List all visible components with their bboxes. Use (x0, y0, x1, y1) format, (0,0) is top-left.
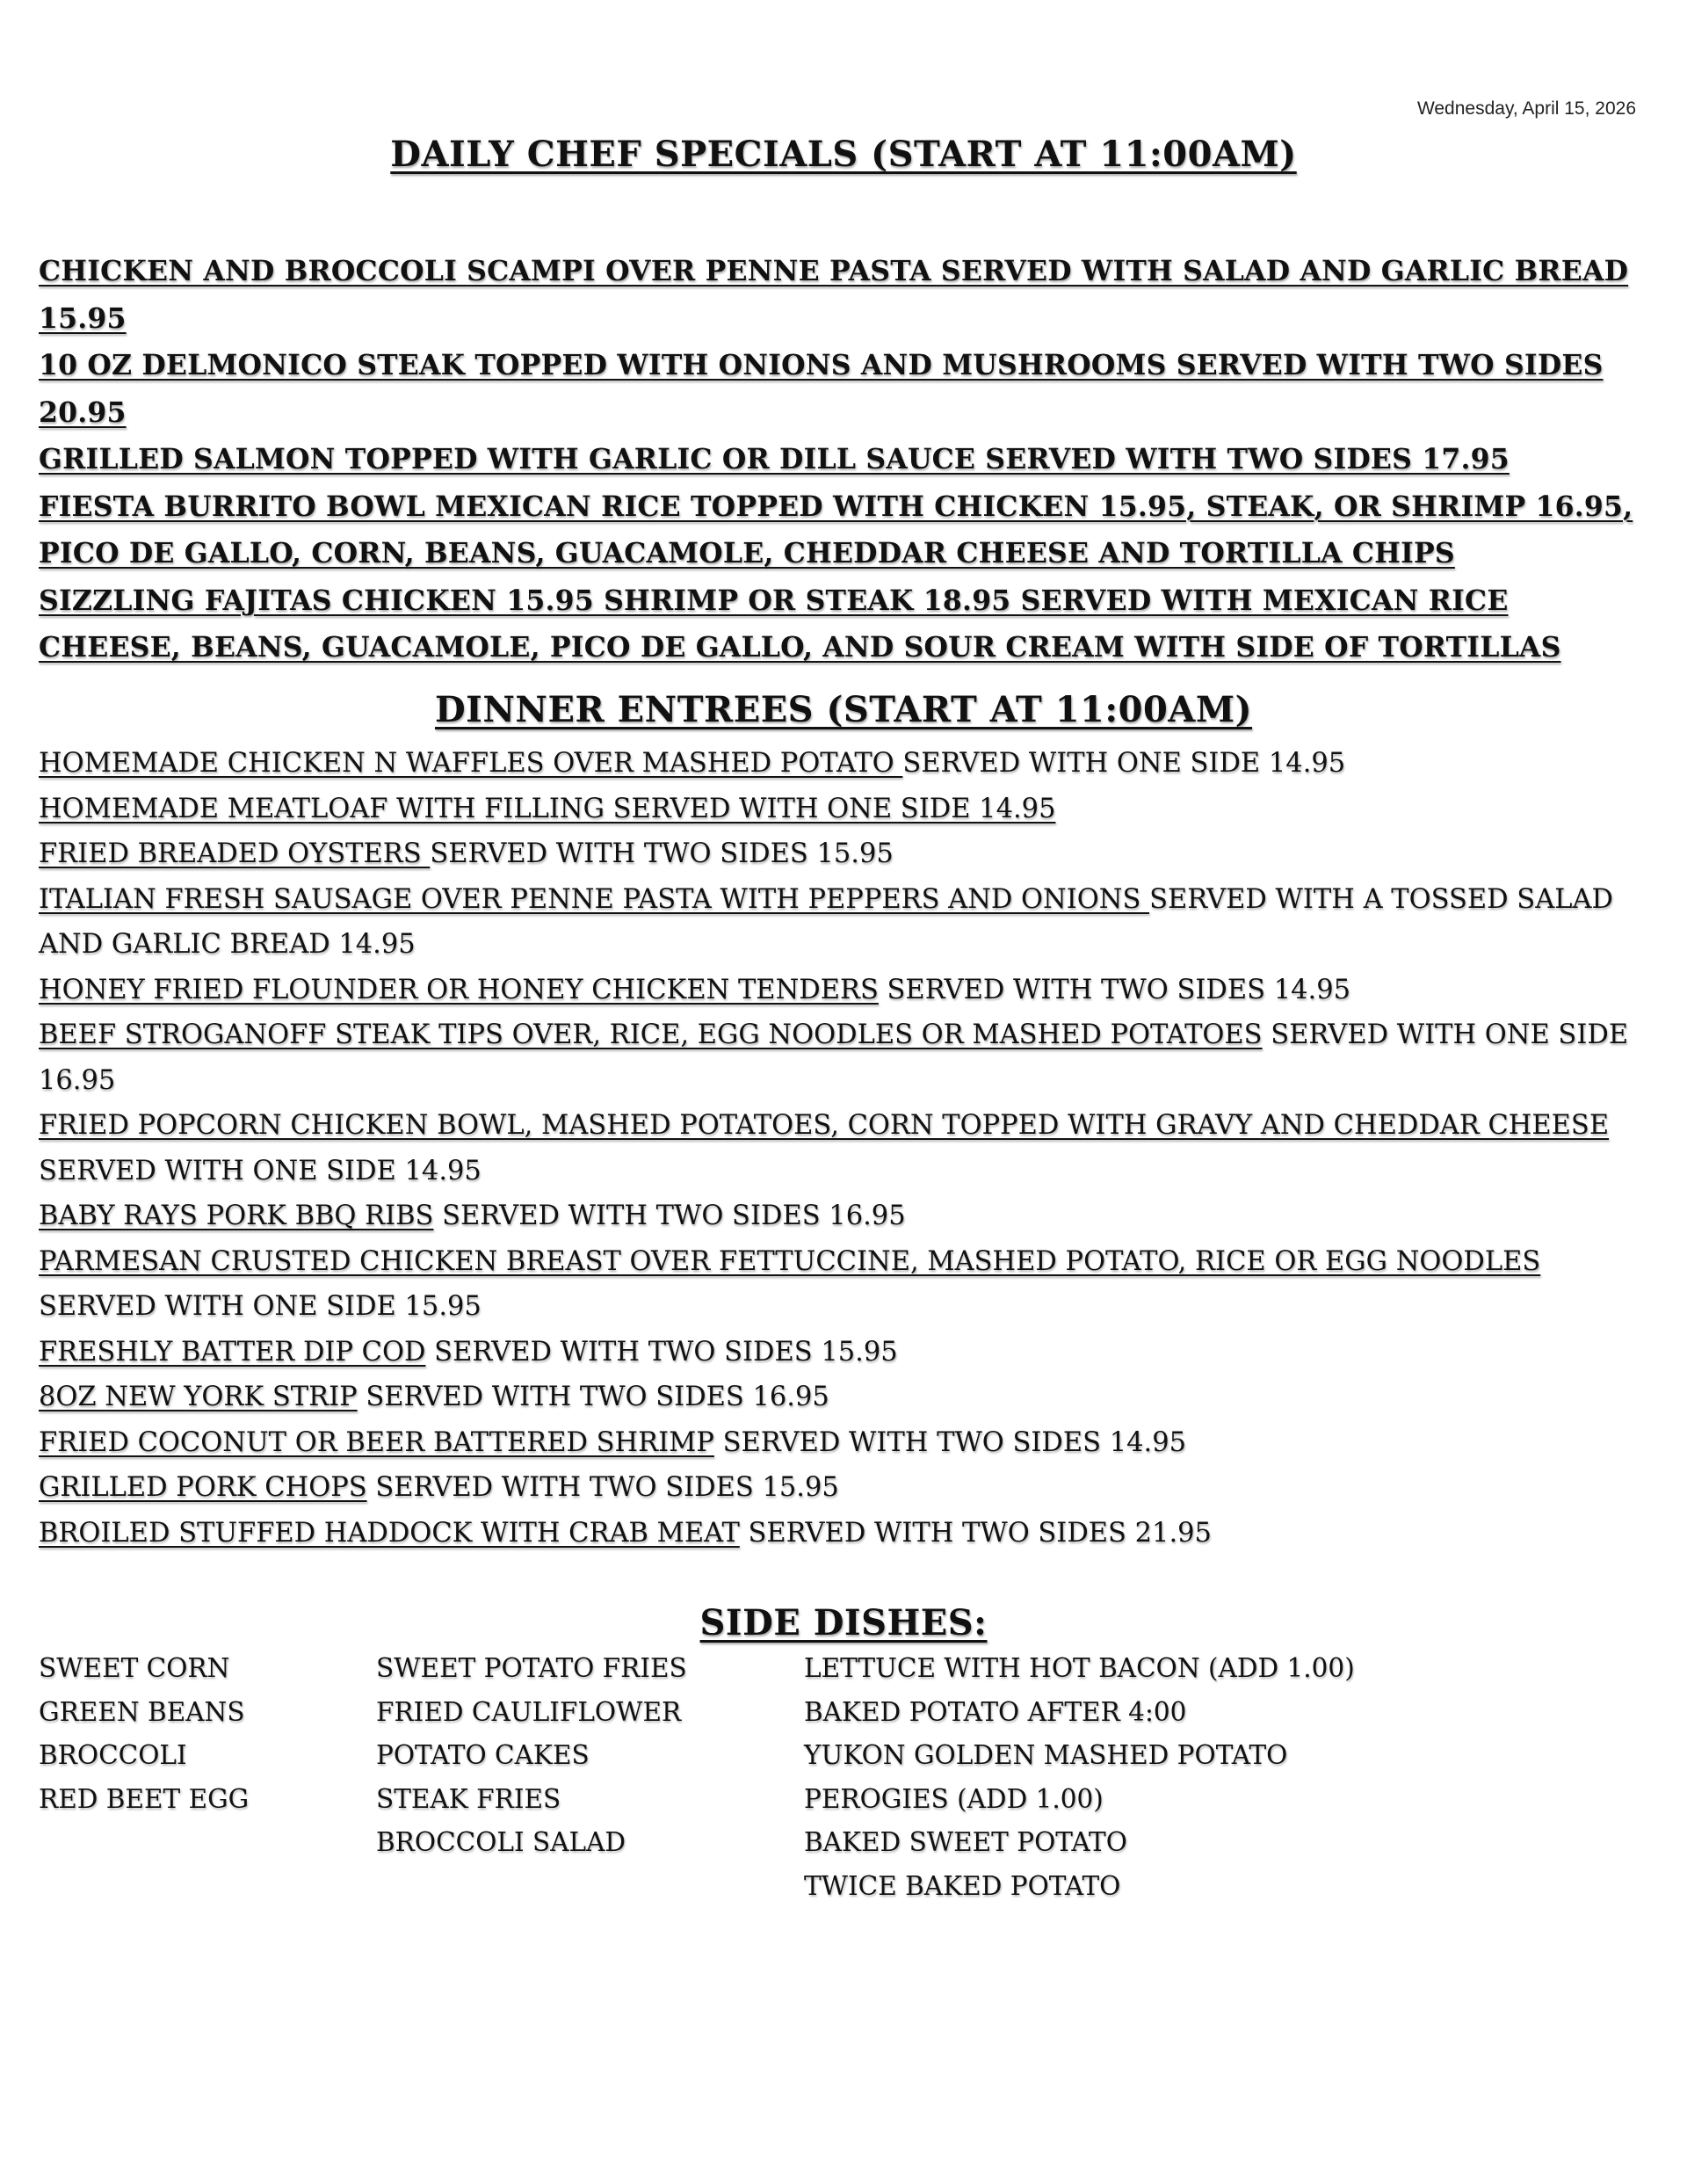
entree-name: FRIED COCONUT OR BEER BATTERED SHRIMP (39, 1426, 714, 1458)
entree-item (39, 741, 1638, 787)
entree-detail: SERVED WITH ONE SIDE 14.95 (902, 748, 1346, 779)
entree-item (39, 1103, 1638, 1194)
entree-name: FRESHLY BATTER DIP COD (39, 1336, 426, 1368)
side-dish-item: TWICE BAKED POTATO (804, 1870, 1121, 1901)
entree-name: HOMEMADE CHICKEN N WAFFLES OVER MASHED POTATO (39, 748, 903, 779)
entree-item (39, 831, 1638, 877)
entree-detail: SERVED WITH TWO SIDES 15.95 (366, 1472, 839, 1503)
special-line: FIESTA BURRITO BOWL MEXICAN RICE TOPPED WITH CHICKEN 15.95, STEAK, OR SHRIMP 16.95, (39, 490, 1633, 523)
entree-detail: SERVED WITH TWO SIDES 16.95 (357, 1382, 829, 1412)
chef-specials-title: DAILY CHEF SPECIALS (START AT 11:00AM) (390, 134, 1297, 175)
entree-name: GRILLED PORK CHOPS (39, 1472, 367, 1503)
special-line: CHICKEN AND BROCCOLI SCAMPI OVER PENNE PASTA SERVED WITH SALAD AND GARLIC BREAD (39, 255, 1629, 287)
entree-detail: SERVED WITH TWO SIDES 16.95 (433, 1201, 906, 1231)
entree-name: 8OZ NEW YORK STRIP (39, 1382, 358, 1412)
chef-specials-list (39, 248, 1655, 671)
side-dishes-column-1 (39, 1647, 249, 1821)
special-line: SIZZLING FAJITAS CHICKEN 15.95 SHRIMP OR STEAK 18.95 SERVED WITH MEXICAN RICE (39, 584, 1509, 617)
entree-name: BROILED STUFFED HADDOCK WITH CRAB MEAT (39, 1517, 740, 1549)
entree-detail: SERVED WITH TWO SIDES 14.95 (878, 974, 1351, 1005)
dinner-entrees-title: DINNER ENTREES (START AT 11:00AM) (434, 689, 1253, 730)
side-dish-item: RED BEET EGG (39, 1783, 250, 1814)
entree-name: BABY RAYS PORK BBQ RIBS (39, 1201, 434, 1231)
entree-item (39, 1375, 1638, 1420)
entree-name: PARMESAN CRUSTED CHICKEN BREAST OVER FETTUCCINE, MASHED POTATO, RICE OR EGG NOODLES (39, 1245, 1541, 1277)
special-line: GRILLED SALMON TOPPED WITH GARLIC OR DILL SAUCE SERVED WITH TWO SIDES 17.95 (39, 443, 1510, 475)
side-dish-item: GREEN BEANS (39, 1696, 245, 1727)
side-dish-item: BAKED SWEET POTATO (804, 1827, 1127, 1857)
entree-item (39, 877, 1638, 968)
special-line: 10 OZ DELMONICO STEAK TOPPED WITH ONIONS AND MUSHROOMS SERVED WITH TWO SIDES 20.95 (39, 349, 1604, 429)
menu-date: Wednesday, April 15, 2026 (1416, 98, 1636, 119)
side-dish-item: LETTUCE WITH HOT BACON (ADD 1.00) (804, 1653, 1355, 1683)
dinner-entrees-list (39, 741, 1638, 1556)
side-dish-item: YUKON GOLDEN MASHED POTATO (804, 1740, 1288, 1770)
side-dish-item: PEROGIES (ADD 1.00) (804, 1783, 1104, 1814)
entree-item (39, 1511, 1638, 1556)
entree-item (39, 968, 1638, 1013)
entree-name: ITALIAN FRESH SAUSAGE OVER PENNE PASTA WITH PEPPERS AND ONIONS (39, 883, 1150, 915)
special-line: 15.95 (39, 301, 127, 335)
entree-detail: SERVED WITH TWO SIDES 15.95 (425, 1336, 898, 1368)
entree-detail: SERVED WITH TWO SIDES 14.95 (713, 1426, 1187, 1458)
side-dish-item: SWEET CORN (39, 1653, 230, 1683)
entree-item (39, 1012, 1638, 1103)
special-line: PICO DE GALLO, CORN, BEANS, GUACAMOLE, CHEDDAR CHEESE AND TORTILLA CHIPS (39, 537, 1455, 570)
special-line: CHEESE, BEANS, GUACAMOLE, PICO DE GALLO, AND SOUR CREAM WITH SIDE OF TORTILLAS (39, 631, 1561, 664)
entree-item (39, 787, 1638, 832)
side-dish-item: POTATO CAKES (376, 1740, 590, 1770)
entree-name: FRIED POPCORN CHICKEN BOWL, MASHED POTATOES, CORN TOPPED WITH GRAVY AND CHEDDAR CHEESE (39, 1110, 1610, 1141)
entree-item (39, 1239, 1638, 1330)
entree-detail: SERVED WITH TWO SIDES 15.95 (430, 838, 894, 869)
entree-name: HONEY FRIED FLOUNDER OR HONEY CHICKEN TENDERS (39, 974, 879, 1005)
side-dish-item: BROCCOLI (39, 1740, 187, 1770)
entree-item (39, 1465, 1638, 1511)
entree-item (39, 1330, 1638, 1375)
side-dish-item: FRIED CAULIFLOWER (376, 1696, 682, 1727)
entree-name: FRIED BREADED OYSTERS (39, 838, 431, 869)
side-dishes-column-3 (804, 1647, 1355, 1908)
entree-detail: SERVED WITH ONE SIDE 14.95 (39, 1155, 481, 1186)
entree-item (39, 1194, 1638, 1239)
side-dish-item: BAKED POTATO AFTER 4:00 (804, 1696, 1187, 1727)
entree-detail: SERVED WITH ONE SIDE 16.95 (39, 1019, 1629, 1096)
entree-detail: SERVED WITH ONE SIDE 15.95 (39, 1291, 481, 1322)
entree-detail: SERVED WITH TWO SIDES 21.95 (739, 1517, 1212, 1549)
side-dishes-column-2 (376, 1647, 687, 1865)
side-dish-item: SWEET POTATO FRIES (376, 1653, 687, 1683)
side-dish-item: BROCCOLI SALAD (376, 1827, 626, 1857)
entree-item (39, 1420, 1638, 1466)
entree-name: HOMEMADE MEATLOAF WITH FILLING SERVED WITH ONE SIDE 14.95 (39, 793, 1056, 824)
entree-name: BEEF STROGANOFF STEAK TIPS OVER, RICE, EGG NOODLES OR MASHED POTATOES (39, 1019, 1263, 1050)
side-dishes-title: SIDE DISHES: (699, 1602, 988, 1643)
side-dish-item: STEAK FRIES (376, 1783, 561, 1814)
entree-detail: SERVED WITH A TOSSED SALAD AND GARLIC BREAD 14.95 (39, 883, 1613, 960)
